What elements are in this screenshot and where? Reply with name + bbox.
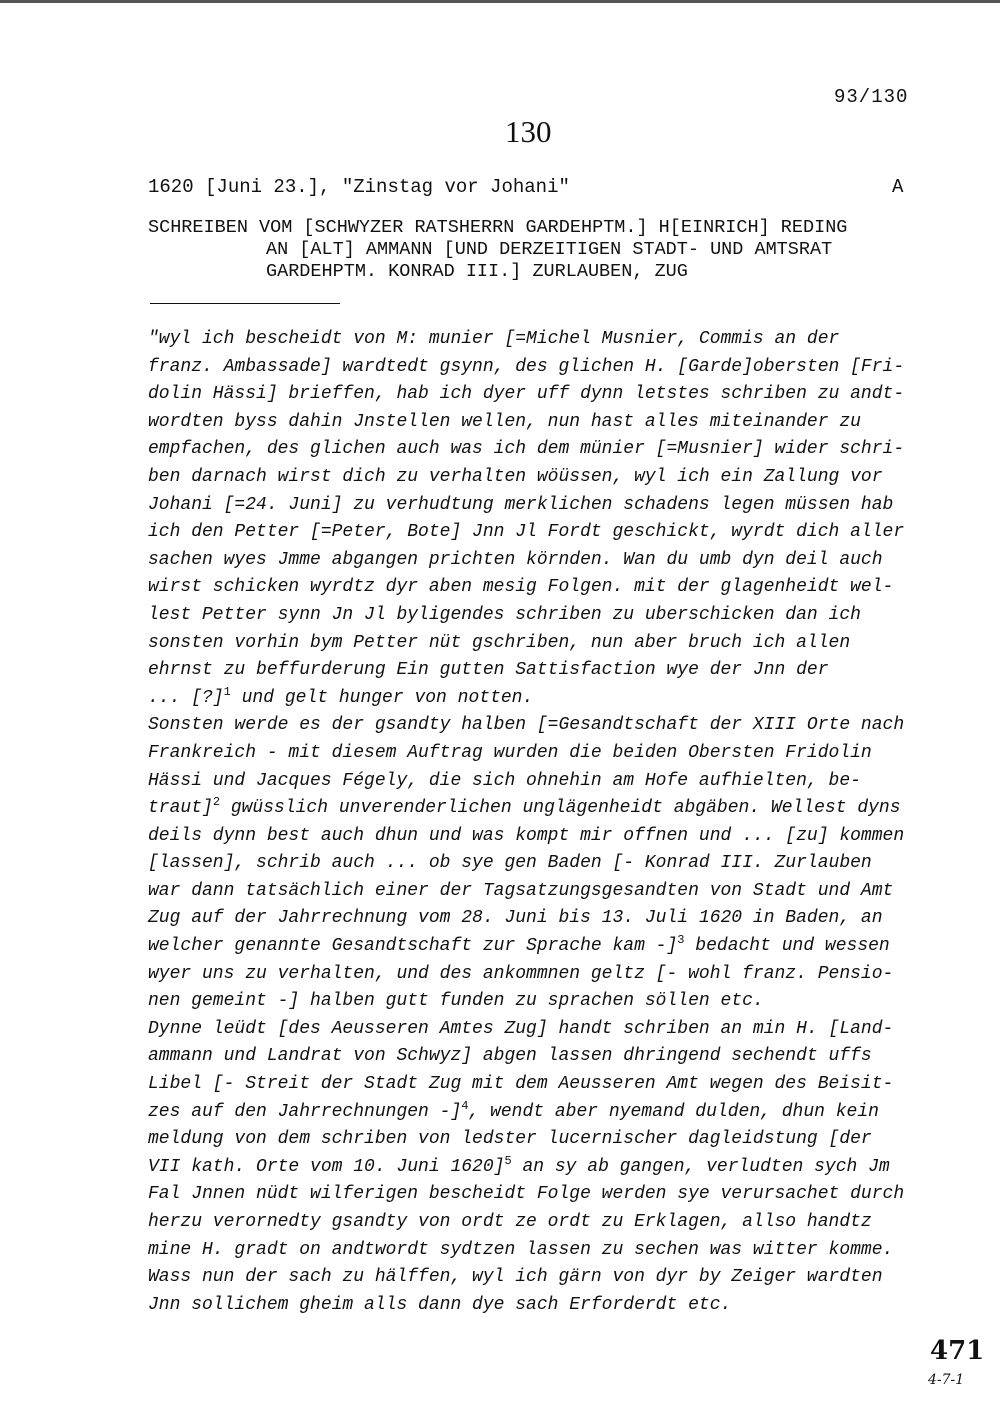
- body-line: nen gemeint -] halben gutt funden zu sprachen söllen etc.: [148, 991, 764, 1012]
- body-text: bedacht und wessen: [684, 936, 890, 957]
- body-line: Hässi und Jacques Fégely, die sich ohnehin am Hofe aufhielten, be-: [148, 770, 861, 791]
- page-number: 130: [505, 114, 552, 149]
- heading-line: SCHREIBEN VOM [SCHWYZER RATSHERRN GARDEHPTM.] H[EINRICH] REDING: [148, 217, 848, 238]
- footnote-marker: 3: [677, 933, 685, 948]
- footnote-marker: 4: [461, 1098, 469, 1113]
- heading-line: AN [ALT] AMMANN [UND DERZEITIGEN STADT- UND AMTSRAT: [266, 239, 833, 260]
- separator-rule: [150, 303, 340, 304]
- body-text: zes auf den Jahrrechnungen -]: [148, 1101, 462, 1122]
- archive-reference: 93/130: [834, 86, 909, 108]
- body-line: dolin Hässi] brieffen, hab ich dyer uff dynn letstes schriben zu andt-: [148, 384, 905, 405]
- body-line: [148, 1099, 918, 1127]
- body-text: , wendt aber nyemand dulden, dhun kein: [468, 1101, 879, 1122]
- body-line: sachen wyes Jmme abgangen prichten körnden. Wan du umb dyn deil auch: [148, 549, 883, 570]
- body-text: traut]: [148, 798, 213, 819]
- body-text: ... [?]: [148, 687, 224, 708]
- body-line: Johani [=24. Juni] zu verhudtung merklichen schadens legen müssen hab: [148, 494, 894, 515]
- scan-edge: [0, 0, 1000, 3]
- document-mark: A: [892, 176, 904, 198]
- body-line: herzu verornedty gsandty von ordt ze ordt zu Erklagen, allso handtz: [148, 1212, 872, 1232]
- body-line: Frankreich - mit diesem Auftrag wurden die beiden Obersten Fridolin: [148, 742, 872, 763]
- body-line: Fal Jnnen nüdt wilferigen bescheidt Folge werden sye verursachet durch: [148, 1184, 905, 1205]
- date-line: 1620 [Juni 23.], "Zinstag vor Johani": [148, 176, 570, 198]
- body-line: [148, 1154, 918, 1182]
- heading-line: GARDEHPTM. KONRAD III.] ZURLAUBEN, ZUG: [266, 261, 688, 282]
- body-line: empfachen, des glichen auch was ich dem münier [=Musnier] wider schri-: [148, 439, 905, 460]
- body-line: Dynne leüdt [des Aeusseren Amtes Zug] handt schriben an min H. [Land-: [148, 1018, 894, 1039]
- body-line: Libel [- Streit der Stadt Zug mit dem Aeusseren Amt wegen des Beisit-: [148, 1074, 894, 1095]
- body-line: war dann tatsächlich einer der Tagsatzungsgesandten von Stadt und Amt: [148, 880, 894, 901]
- body-line: sonsten vorhin bym Petter nüt gschriben, nun aber bruch ich allen: [148, 632, 851, 653]
- handwritten-number-small: 4-7-1: [928, 1372, 965, 1388]
- body-line: [148, 795, 918, 823]
- body-line: Sonsten werde es der gsandty halben [=Gesandtschaft der XIII Orte nach: [148, 715, 905, 736]
- footnote-marker: 5: [504, 1153, 512, 1168]
- letter-body: [148, 326, 918, 1319]
- body-line: "wyl ich bescheidt von M: munier [=Michel Musnier, Commis an der: [148, 329, 840, 349]
- body-line: ben darnach wirst dich zu verhalten wöüssen, wyl ich ein Zallung vor: [148, 466, 883, 487]
- body-line: wordten byss dahin Jnstellen wellen, nun hast alles miteinander zu: [148, 411, 861, 432]
- document-heading: [148, 217, 847, 283]
- body-line: deils dynn best auch dhun und was kompt mir offnen und ... [zu] kommen: [148, 825, 905, 846]
- body-line: Wass nun der sach zu hälffen, wyl ich gärn von dyr by Zeiger wardten: [148, 1267, 883, 1288]
- body-line: wirst schicken wyrdtz dyr aben mesig Folgen. mit der glagenheidt wel-: [148, 577, 894, 598]
- body-line: ehrnst zu beffurderung Ein gutten Sattisfaction wye der Jnn der: [148, 660, 829, 681]
- body-line: franz. Ambassade] wardtedt gsynn, des glichen H. [Garde]obersten [Fri-: [148, 356, 905, 377]
- body-text: an sy ab gangen, verludten sych Jm: [511, 1156, 890, 1177]
- body-text: VII kath. Orte vom 10. Juni 1620]: [148, 1156, 505, 1177]
- body-line: Zug auf der Jahrrechnung vom 28. Juni bis 13. Juli 1620 in Baden, an: [148, 908, 883, 929]
- body-line: mine H. gradt on andtwordt sydtzen lassen zu sechen was witter komme.: [148, 1239, 894, 1260]
- footnote-marker: 1: [223, 684, 231, 699]
- body-line: ich den Petter [=Peter, Bote] Jnn Jl Fordt geschickt, wyrdt dich aller: [148, 522, 905, 543]
- body-line: ammann und Landrat von Schwyz] abgen lassen dhringend sechendt uffs: [148, 1046, 872, 1067]
- body-line: Jnn sollichem gheim alls dann dye sach Erforderdt etc.: [148, 1294, 732, 1315]
- body-text: und gelt hunger von notten.: [230, 687, 534, 708]
- body-text: gwüsslich unverenderlichen unglägenheidt abgäben. Wellest dyns: [220, 798, 901, 819]
- body-line: wyer uns zu verhalten, und des ankommnen geltz [- wohl franz. Pensio-: [148, 963, 894, 984]
- body-line: [148, 933, 918, 961]
- footnote-marker: 2: [212, 795, 221, 810]
- handwritten-number: 471: [930, 1336, 985, 1366]
- body-line: lest Petter synn Jn Jl byligendes schriben zu uberschicken dan ich: [148, 604, 861, 625]
- body-line: [148, 685, 918, 713]
- body-line: meldung von dem schriben von ledster lucernischer dagleidstung [der: [148, 1129, 872, 1150]
- body-line: [lassen], schrib auch ... ob sye gen Baden [- Konrad III. Zurlauben: [148, 853, 872, 874]
- body-text: welcher genannte Gesandtschaft zur Sprache kam -]: [148, 936, 678, 957]
